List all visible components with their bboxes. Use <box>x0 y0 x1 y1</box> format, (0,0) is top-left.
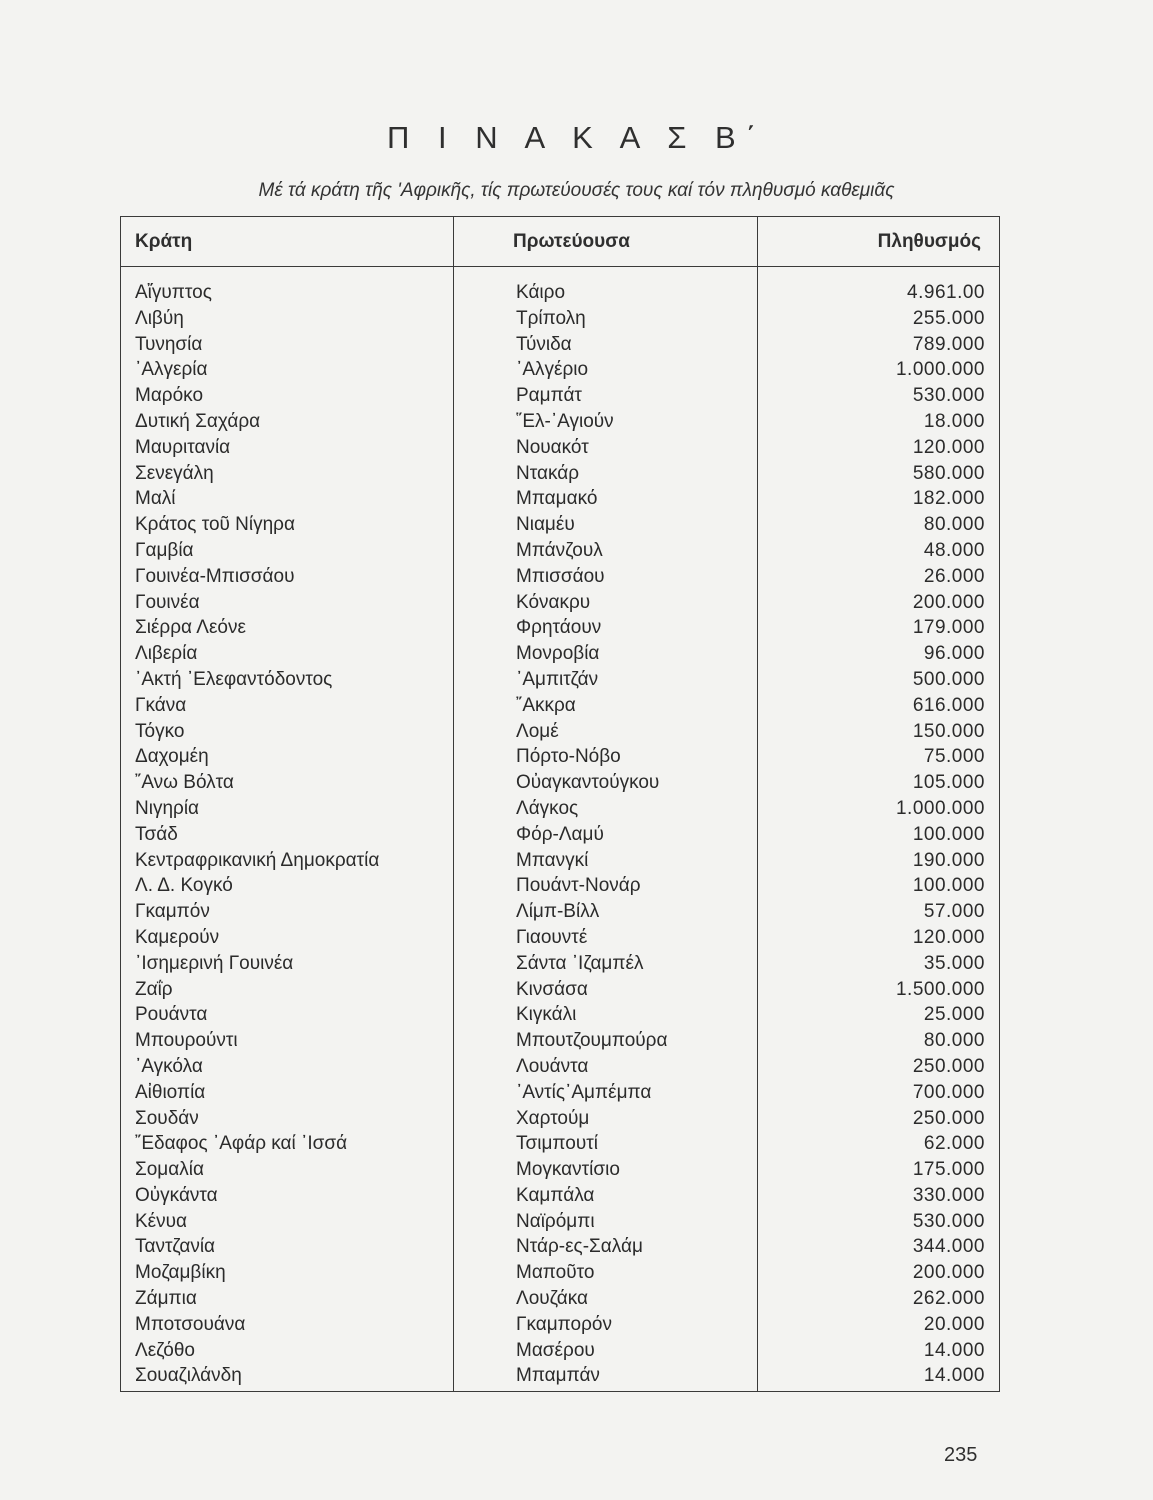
table-row <box>121 873 999 899</box>
capital-cell: Κινσάσα <box>516 978 588 1000</box>
population-cell: 500.000 <box>912 668 985 690</box>
capital-cell: Μπανγκί <box>516 849 589 871</box>
state-cell: Μαλί <box>135 488 176 510</box>
capital-cell: Λουζάκα <box>516 1288 588 1310</box>
state-cell: Λιβερία <box>135 643 198 665</box>
state-cell: Δυτική Σαχάρα <box>135 410 261 432</box>
table-row <box>121 667 999 693</box>
population-cell: 4.961.00 <box>907 282 985 303</box>
population-cell: 700.000 <box>912 1081 985 1103</box>
table-row <box>121 486 999 512</box>
table-row <box>121 615 999 641</box>
population-cell: 18.000 <box>923 410 985 432</box>
population-cell: 182.000 <box>912 488 985 510</box>
table-row <box>121 280 999 306</box>
table-row <box>121 409 999 435</box>
population-cell: 105.000 <box>912 772 985 794</box>
capital-cell: Μονροβία <box>516 643 600 665</box>
capital-cell: Λουάντα <box>516 1055 589 1077</box>
population-cell: 25.000 <box>923 1004 985 1026</box>
table-row <box>121 848 999 874</box>
capital-cell: Σάντα ᾿Ιζαμπέλ <box>516 952 644 974</box>
state-cell: Οὐγκάντα <box>135 1184 218 1206</box>
capital-cell: Λίμπ-Βίλλ <box>516 901 600 923</box>
population-cell: 80.000 <box>923 514 985 536</box>
capital-cell: ῎Ακκρα <box>516 694 576 716</box>
population-cell: 100.000 <box>912 823 985 845</box>
population-cell: 57.000 <box>923 901 985 923</box>
capital-cell: Μπάνζουλ <box>516 539 603 561</box>
table-row <box>121 693 999 719</box>
state-cell: Σομαλία <box>135 1159 204 1181</box>
population-cell: 96.000 <box>923 643 985 665</box>
page-subtitle: Μέ τά κράτη τῆς 'Αφρικῆς, τίς πρωτεύουσές τους καί τόν πληθυσμό καθεμιᾶς <box>258 180 895 201</box>
capital-cell: Μογκαντίσιο <box>516 1159 620 1181</box>
capital-cell: Φρητάουν <box>516 617 602 639</box>
capital-cell: Χαρτούμ <box>516 1107 590 1129</box>
table-row <box>121 538 999 564</box>
state-cell: Λ. Δ. Κογκό <box>135 875 233 897</box>
population-cell: 250.000 <box>912 1055 985 1077</box>
population-cell: 14.000 <box>923 1365 985 1387</box>
population-cell: 1.000.000 <box>895 797 985 819</box>
capital-cell: Γιαουντέ <box>516 926 588 948</box>
population-cell: 20.000 <box>923 1313 985 1335</box>
population-cell: 35.000 <box>923 952 985 974</box>
state-cell: ᾿Ισημερινή Γουινέα <box>135 952 294 974</box>
state-cell: Μπουρούντι <box>135 1030 238 1052</box>
table-row <box>121 383 999 409</box>
table-row <box>121 590 999 616</box>
state-cell: Κεντραφρικανική Δημοκρατία <box>135 849 380 871</box>
capital-cell: Νιαμέυ <box>516 514 575 536</box>
population-cell: 255.000 <box>912 307 985 329</box>
capital-cell: Καμπάλα <box>516 1184 595 1206</box>
capital-cell: Πουάντ-Νονάρ <box>516 875 641 897</box>
state-cell: Ταντζανία <box>135 1236 216 1258</box>
population-cell: 80.000 <box>923 1030 985 1052</box>
table-row <box>121 641 999 667</box>
table-row <box>121 1260 999 1286</box>
table-row <box>121 1338 999 1364</box>
capital-cell: Ναϊρόμπι <box>516 1210 595 1232</box>
table-row <box>121 770 999 796</box>
population-cell: 344.000 <box>912 1236 985 1258</box>
population-cell: 580.000 <box>912 462 985 484</box>
table-row <box>121 1183 999 1209</box>
state-cell: Ρουάντα <box>135 1004 208 1026</box>
page-title: Π Ι Ν Α Κ Α Σ Β΄ <box>386 120 767 155</box>
table-row <box>121 899 999 925</box>
capital-cell: Τσιμπουτί <box>516 1133 598 1155</box>
capital-cell: Οὐαγκαντούγκου <box>516 772 660 794</box>
capital-cell: Τύνιδα <box>516 333 572 355</box>
capital-cell: Κάιρο <box>516 282 566 303</box>
state-cell: Λιβύη <box>135 307 184 329</box>
table-row <box>121 925 999 951</box>
table-row <box>121 1157 999 1183</box>
population-cell: 48.000 <box>923 539 985 561</box>
state-cell: Σενεγάλη <box>135 462 214 484</box>
population-cell: 616.000 <box>912 694 985 716</box>
table-row <box>121 1106 999 1132</box>
table-row <box>121 306 999 332</box>
table-row <box>121 512 999 538</box>
capital-cell: Κιγκάλι <box>516 1004 577 1026</box>
table-row <box>121 564 999 590</box>
table-row <box>121 1054 999 1080</box>
population-cell: 100.000 <box>912 875 985 897</box>
table-row <box>121 1312 999 1338</box>
state-cell: ῎Ανω Βόλτα <box>135 772 234 794</box>
population-cell: 789.000 <box>912 333 985 355</box>
state-cell: Μαρόκο <box>135 385 204 407</box>
states-table <box>120 216 1000 1392</box>
state-cell: Αἰθιοπία <box>135 1081 206 1103</box>
state-cell: Γκάνα <box>135 694 187 716</box>
capital-cell: Νουακότ <box>516 436 589 458</box>
table-row <box>121 796 999 822</box>
state-cell: Γκαμπόν <box>135 901 210 923</box>
state-cell: Αἴγυπτος <box>135 282 212 303</box>
table-row <box>121 1209 999 1235</box>
capital-cell: Μπαμπάν <box>516 1365 600 1387</box>
capital-cell: Μασέρου <box>516 1339 595 1361</box>
capital-cell: Ντάρ-ες-Σαλάμ <box>516 1236 643 1258</box>
population-cell: 250.000 <box>912 1107 985 1129</box>
capital-cell: Ντακάρ <box>516 462 580 484</box>
capital-cell: Μπισσάου <box>516 565 605 587</box>
state-cell: Σουαζιλάνδη <box>135 1365 242 1387</box>
capital-cell: Λομέ <box>516 720 559 742</box>
state-cell: Κένυα <box>135 1210 188 1232</box>
state-cell: Γαμβία <box>135 539 194 561</box>
table-row <box>121 461 999 487</box>
state-cell: Γουινέα <box>135 591 200 613</box>
capital-cell: Λάγκος <box>516 797 579 819</box>
capital-cell: ᾿Αμπιτζάν <box>516 668 599 690</box>
state-cell: Τόγκο <box>135 720 185 742</box>
population-cell: 1.000.000 <box>895 359 985 381</box>
state-cell: Τσάδ <box>135 823 178 845</box>
population-cell: 200.000 <box>912 1262 985 1284</box>
table-row <box>121 1131 999 1157</box>
header-state: Κράτη <box>135 231 193 252</box>
table-row <box>121 977 999 1003</box>
population-cell: 120.000 <box>912 436 985 458</box>
state-cell: Μποτσουάνα <box>135 1313 246 1335</box>
population-cell: 200.000 <box>912 591 985 613</box>
population-cell: 330.000 <box>912 1184 985 1206</box>
state-cell: Καμερούν <box>135 926 220 948</box>
capital-cell: Κόνακρυ <box>516 591 591 613</box>
table-row <box>121 822 999 848</box>
state-cell: ᾿Αλγερία <box>135 359 208 381</box>
table-row <box>121 357 999 383</box>
page-number: 235 <box>944 1444 978 1466</box>
state-cell: Ζαΐρ <box>135 978 173 1000</box>
population-cell: 75.000 <box>923 746 985 768</box>
table-body <box>121 280 999 1389</box>
state-cell: Σουδάν <box>135 1107 199 1129</box>
table-row <box>121 435 999 461</box>
state-cell: Ζάμπια <box>135 1288 197 1310</box>
population-cell: 150.000 <box>912 720 985 742</box>
state-cell: Λεζόθο <box>135 1339 195 1361</box>
header-population: Πληθυσμός <box>877 231 981 252</box>
population-cell: 262.000 <box>912 1288 985 1310</box>
population-cell: 190.000 <box>912 849 985 871</box>
state-cell: Τυνησία <box>135 333 203 355</box>
state-cell: Μαυριτανία <box>135 436 231 458</box>
population-cell: 62.000 <box>923 1133 985 1155</box>
state-cell: ᾿Ακτή ᾿Ελεφαντόδοντος <box>135 668 333 690</box>
population-cell: 1.500.000 <box>895 978 985 1000</box>
population-cell: 26.000 <box>923 565 985 587</box>
header-capital: Πρωτεύουσα <box>513 231 630 252</box>
capital-cell: Πόρτο-Νόβο <box>516 746 621 768</box>
table-row <box>121 719 999 745</box>
state-cell: Κράτος τοῦ Νίγηρα <box>135 514 295 536</box>
state-cell: Δαχομέη <box>135 746 209 768</box>
capital-cell: Μπαμακό <box>516 488 598 510</box>
capital-cell: ᾿Αλγέριο <box>516 359 589 381</box>
table-row <box>121 951 999 977</box>
state-cell: Σιέρρα Λεόνε <box>135 617 246 639</box>
population-cell: 175.000 <box>912 1159 985 1181</box>
state-cell: Μοζαμβίκη <box>135 1262 226 1284</box>
table-row <box>121 1002 999 1028</box>
table-row <box>121 744 999 770</box>
table-row <box>121 332 999 358</box>
header-divider <box>121 266 999 267</box>
population-cell: 120.000 <box>912 926 985 948</box>
table-row <box>121 1286 999 1312</box>
capital-cell: Φόρ-Λαμύ <box>516 823 604 845</box>
state-cell: ῎Εδαφος ᾿Αφάρ καί ᾿Ισσά <box>135 1133 348 1155</box>
table-row <box>121 1080 999 1106</box>
capital-cell: Μπουτζουμπούρα <box>516 1030 668 1052</box>
table-row <box>121 1028 999 1054</box>
population-cell: 530.000 <box>912 385 985 407</box>
capital-cell: Γκαμπορόν <box>516 1313 612 1335</box>
table-row <box>121 1363 999 1389</box>
capital-cell: Μαποῦτο <box>516 1262 595 1284</box>
population-cell: 530.000 <box>912 1210 985 1232</box>
capital-cell: ᾿Αντίς᾿Αμπέμπα <box>516 1081 652 1103</box>
population-cell: 179.000 <box>912 617 985 639</box>
capital-cell: Ραμπάτ <box>516 385 582 407</box>
table-row <box>121 1234 999 1260</box>
state-cell: ᾿Αγκόλα <box>135 1055 203 1077</box>
state-cell: Γουινέα-Μπισσάου <box>135 565 295 587</box>
capital-cell: Τρίπολη <box>516 307 586 329</box>
state-cell: Νιγηρία <box>135 797 200 819</box>
capital-cell: ῞Ελ-᾿Αγιούν <box>516 410 614 432</box>
population-cell: 14.000 <box>923 1339 985 1361</box>
